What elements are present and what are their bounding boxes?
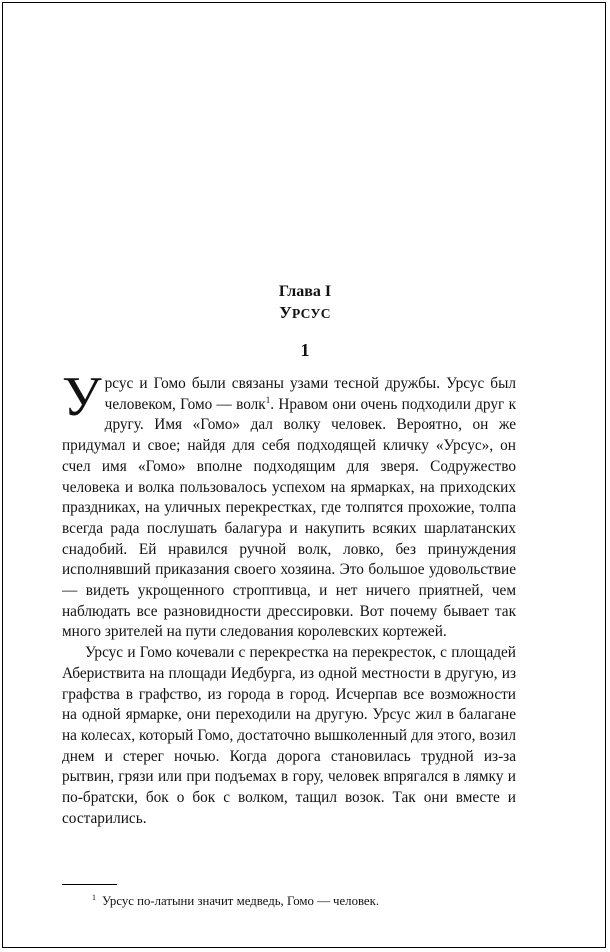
chapter-title-initial: У xyxy=(279,303,292,322)
drop-cap: У xyxy=(62,366,102,428)
paragraph-1-text-a: рсус и Гомо были связаны узами тесной дружбы. Урсус был человеком, Гомо — волк xyxy=(104,375,516,413)
chapter-title-rest: РСУС xyxy=(291,306,331,321)
footnote-rule xyxy=(62,884,117,885)
body-text xyxy=(62,366,516,829)
paragraph-1-text-b: . Нравом они очень подходили друг к другу. Имя «Гомо» дал волку человек. Вероятно, он же придумал и свое; найдя для себя подходящей кличку «Урсус», он счел имя «Гомо» вполне подходящим для зверя. Содружество человека и волка пользовалось успехом на ярмарках, на приходских праздниках, на уличных перекрестках, где толпятся прохожие, толпа всегда рада послушать балагура и накупить всяких шарлатанских снадобий. Ей нравился ручной волк, ловко, без принуждения исполнявший приказания своего хозяина. Это большое удовольствие — видеть укрощенного строптивца, и нет ничего приятней, чем наблюдать все разновидности дрессировки. Вот почему бывает так много зрителей на пути следования королевских кортежей. xyxy=(62,395,516,641)
footnote-number: 1 xyxy=(92,892,96,902)
chapter-title xyxy=(0,303,610,323)
paragraph-2: Урсус и Гомо кочевали с перекрестка на перекресток, с площадей Абериствита на площади Иедбурга, из одной местности в другую, из графства в графство, из города в город. Исчерпав все возможности на одной ярмарке, они переходили на другую. Урсус жил в балагане на колесах, который Гомо, достаточно вышколенный для этого, возил днем и стерег ночью. Когда дорога становилась трудной из-за рытвин, грязи или при подъемах в гору, человек впрягался в лямку и по-братски, бок о бок с волком, тащил возок. Так они вместе и состарились. xyxy=(62,644,516,827)
paragraph-1 xyxy=(62,366,516,643)
chapter-heading: Глава I xyxy=(278,283,332,300)
footnote xyxy=(92,893,379,909)
footnote-reference[interactable]: 1 xyxy=(265,394,271,405)
footnote-text: Урсус по-латыни значит медведь, Гомо — человек. xyxy=(102,894,380,908)
section-number: 1 xyxy=(300,340,310,360)
